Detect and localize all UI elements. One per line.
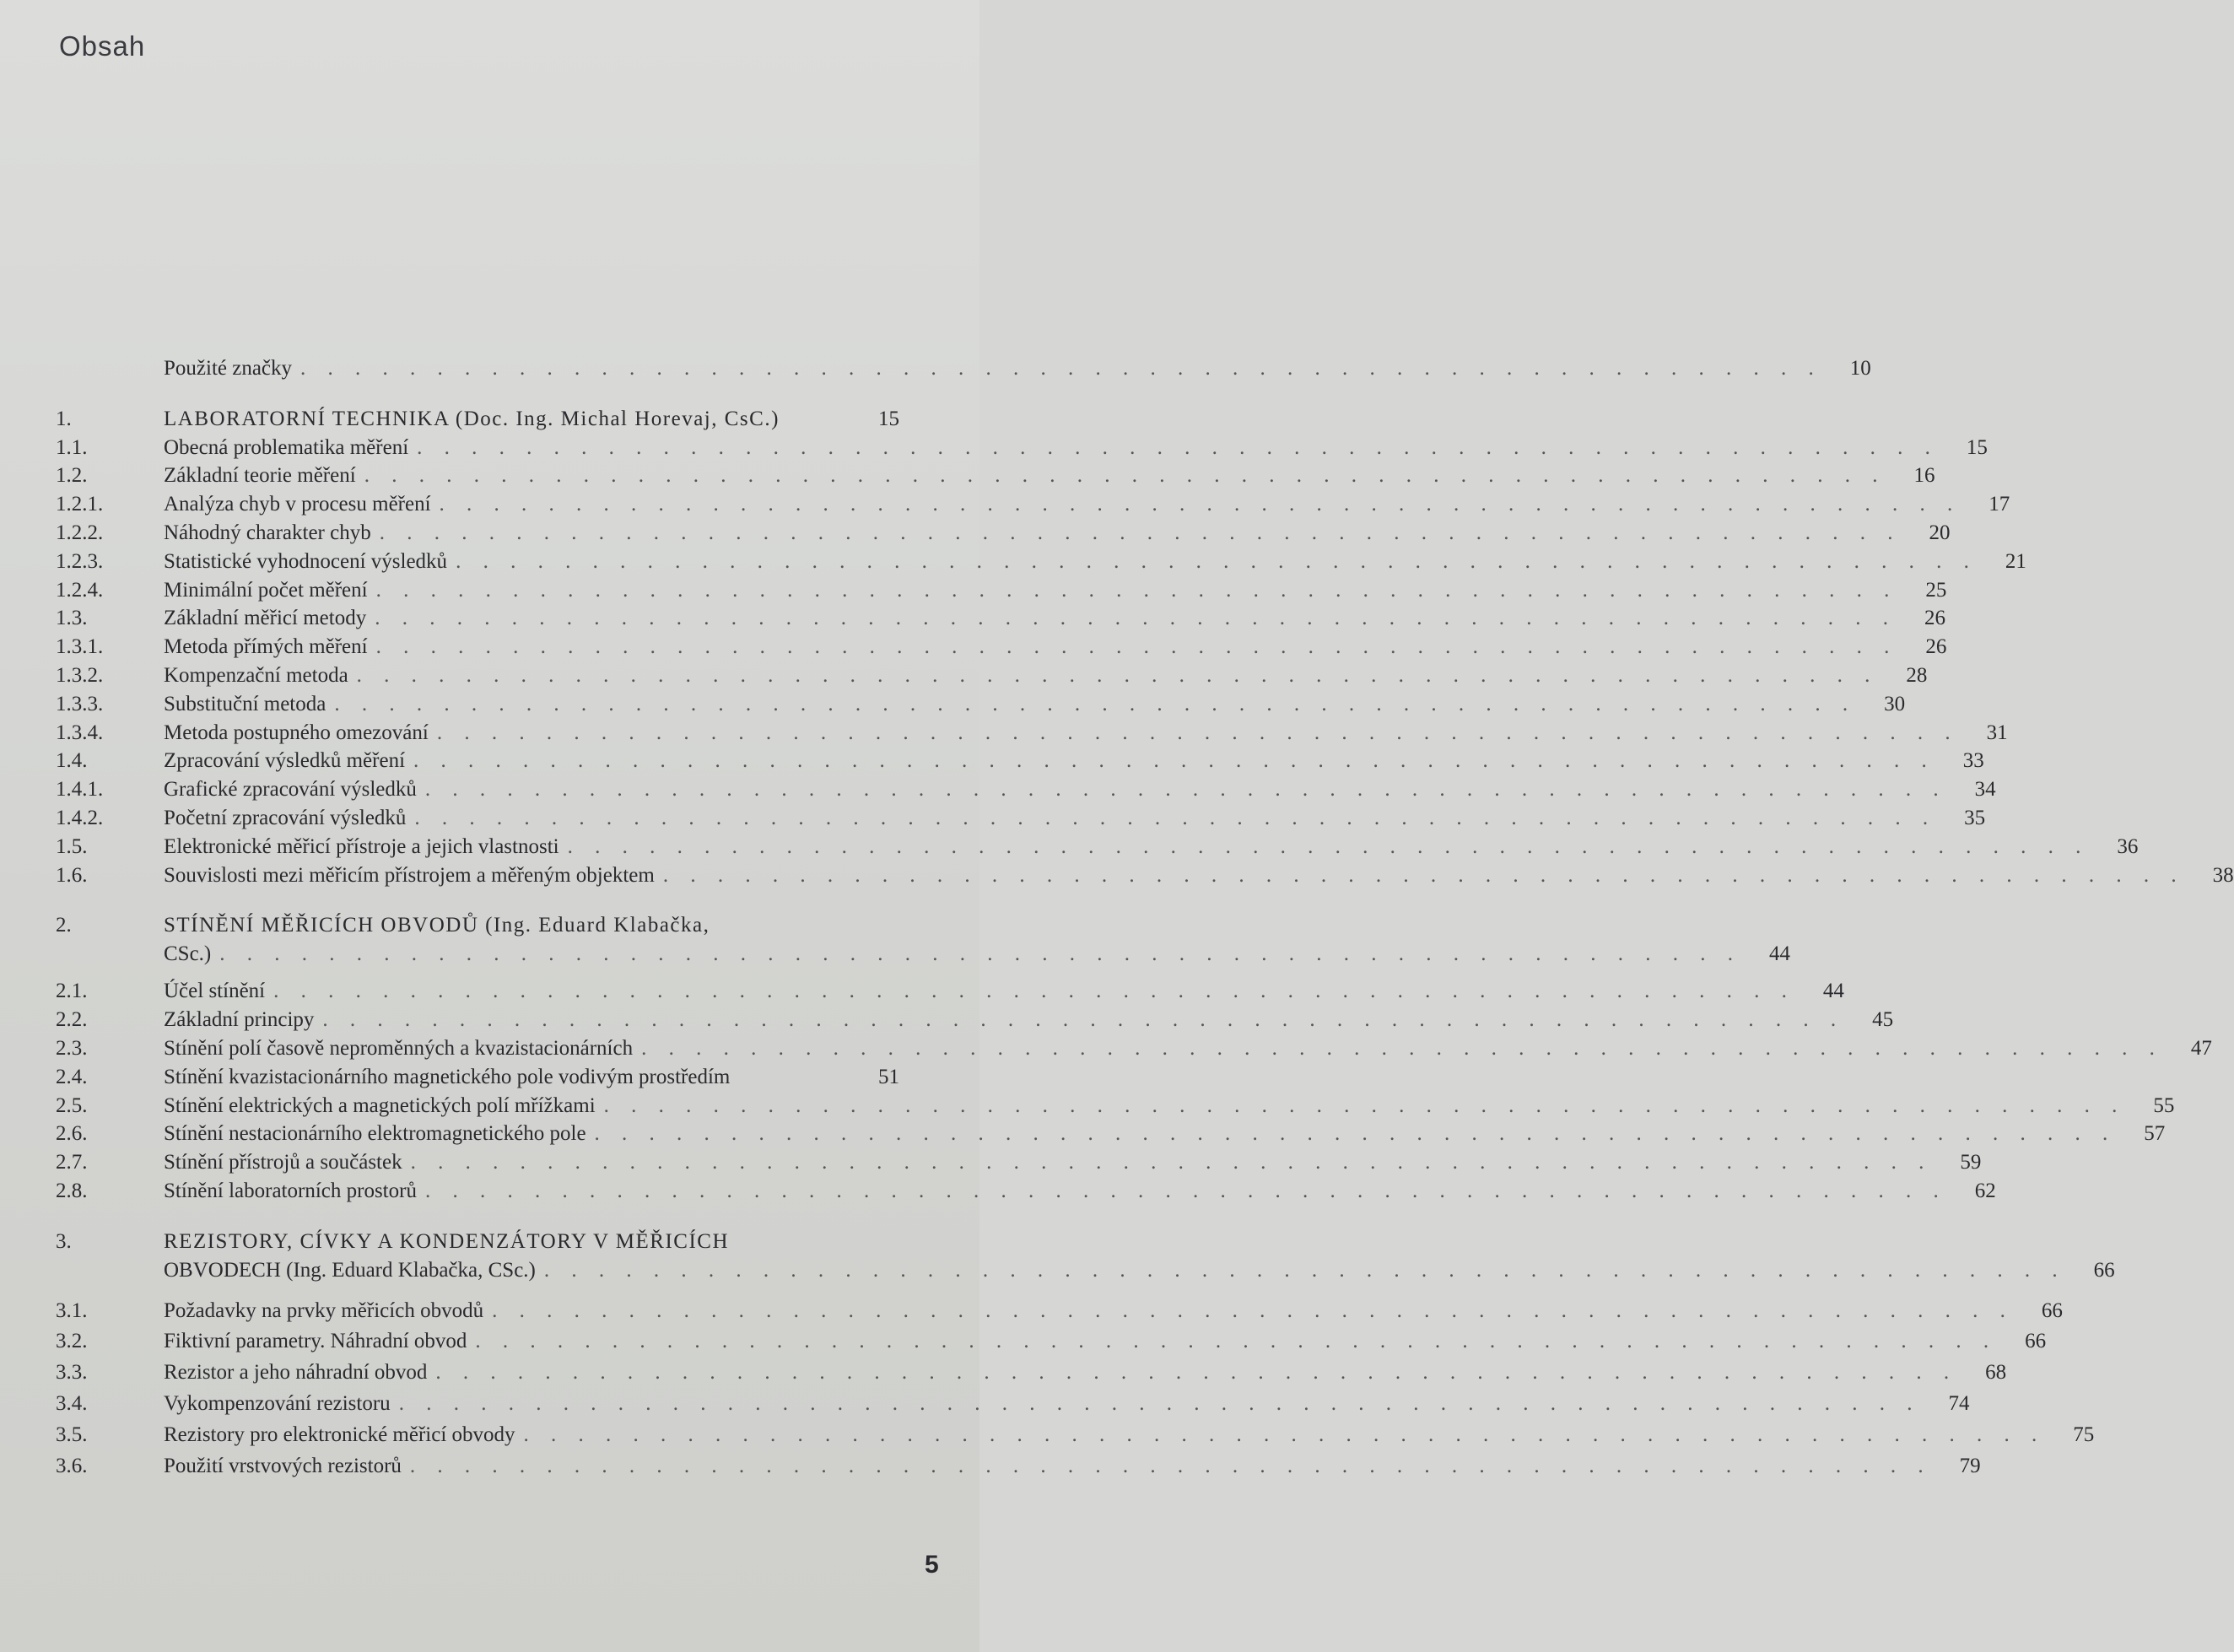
leader-dots bbox=[364, 462, 1886, 490]
entry-page: 66 bbox=[2041, 1298, 2063, 1322]
entry-page: 10 bbox=[1849, 357, 1871, 380]
toc-entry bbox=[56, 462, 1935, 490]
leader-dots bbox=[568, 833, 2090, 861]
entry-number: 3.3. bbox=[56, 1360, 88, 1384]
entry-title: Základní měřicí metody bbox=[164, 607, 367, 630]
leader-dots bbox=[456, 548, 1978, 576]
entry-title: Stínění přístrojů a součástek bbox=[164, 1151, 402, 1174]
entry-title: Statistické vyhodnocení výsledků bbox=[164, 549, 448, 573]
entry-number: 3.2. bbox=[56, 1329, 88, 1352]
entry-title: Fiktivní parametry. Náhradní obvod bbox=[164, 1329, 467, 1352]
toc-entry bbox=[56, 354, 1871, 383]
entry-page: 79 bbox=[1959, 1454, 1981, 1477]
entry-page: 16 bbox=[1913, 464, 1935, 488]
entry-number: 1.4.1. bbox=[56, 778, 104, 802]
entry-number: 2.2. bbox=[56, 1008, 88, 1032]
entry-title: Použití vrstvových rezistorů bbox=[164, 1454, 402, 1477]
toc-entry bbox=[56, 604, 1945, 633]
toc-entry bbox=[56, 977, 1844, 1006]
entry-title: LABORATORNÍ TECHNIKA (Doc. Ing. Michal Horevaj, CsC.) bbox=[164, 407, 780, 430]
entry-title: Substituční metoda bbox=[164, 692, 326, 715]
entry-title: Použité značky bbox=[164, 357, 293, 380]
entry-number: 3.1. bbox=[56, 1298, 88, 1322]
leader-dots bbox=[376, 633, 1898, 661]
entry-page: 26 bbox=[1924, 607, 1945, 630]
toc-chapter bbox=[56, 1228, 2115, 1285]
leader-dots bbox=[376, 576, 1898, 605]
entry-page: 33 bbox=[1962, 749, 1984, 773]
entry-page: 15 bbox=[878, 407, 899, 430]
toc-entry bbox=[56, 1063, 899, 1092]
entry-title: Početní zpracování výsledků bbox=[164, 806, 407, 829]
entry-title: Analýza chyb v procesu měření bbox=[164, 493, 431, 516]
entry-title: Základní teorie měření bbox=[164, 464, 356, 488]
entry-number: 1.2.3. bbox=[56, 549, 104, 573]
leader-dots bbox=[475, 1325, 1997, 1357]
entry-page: 35 bbox=[1964, 806, 1986, 829]
entry-title-line1: REZISTORY, CÍVKY A KONDENZÁTORY V MĚŘICÍCH bbox=[164, 1229, 730, 1253]
toc-entry bbox=[56, 519, 1951, 548]
toc-entry bbox=[56, 861, 2234, 890]
leader-dots bbox=[380, 519, 1902, 548]
toc-chapter bbox=[56, 911, 1790, 969]
entry-title: Minimální počet měření bbox=[164, 578, 368, 602]
entry-number: 3.6. bbox=[56, 1454, 88, 1477]
entry-title: Obecná problematika měření bbox=[164, 435, 409, 459]
leader-dots bbox=[322, 1006, 1844, 1034]
leader-dots bbox=[435, 1357, 1957, 1388]
leader-dots bbox=[411, 1148, 1933, 1177]
entry-number: 1.6. bbox=[56, 863, 88, 887]
entry-title-line2: CSc.) bbox=[164, 942, 212, 966]
entry-title: Elektronické měřicí přístroje a jejich vlastnosti bbox=[164, 834, 559, 858]
toc-entry bbox=[56, 1357, 2007, 1388]
entry-page: 30 bbox=[1884, 692, 1906, 715]
entry-page: 55 bbox=[2153, 1093, 2175, 1117]
entry-number: 1.3.3. bbox=[56, 692, 104, 715]
entry-number: 2.4. bbox=[56, 1065, 88, 1088]
entry-title: Základní principy bbox=[164, 1008, 315, 1032]
entry-number: 1.3.2. bbox=[56, 663, 104, 687]
toc-entry bbox=[56, 1034, 2212, 1063]
entry-number: 1.2.2. bbox=[56, 521, 104, 544]
toc-entry bbox=[56, 690, 1906, 719]
entry-page: 66 bbox=[2093, 1258, 2115, 1282]
table-of-contents bbox=[56, 354, 2234, 1482]
entry-title: Vykompenzování rezistoru bbox=[164, 1391, 391, 1415]
entry-number: 3. bbox=[56, 1229, 72, 1253]
entry-title: Stínění kvazistacionárního magnetického pole vodivým prostředím bbox=[164, 1065, 731, 1088]
toc-entry bbox=[56, 661, 1928, 690]
entry-title-line1: STÍNĚNÍ MĚŘICÍCH OBVODŮ (Ing. Eduard Klabačka, bbox=[164, 914, 710, 937]
leader-dots bbox=[375, 604, 1897, 633]
entry-number: 2.5. bbox=[56, 1093, 88, 1117]
toc-entry bbox=[56, 1388, 1970, 1419]
leader-dots bbox=[414, 804, 1936, 833]
entry-page: 34 bbox=[1974, 778, 1996, 802]
entry-page: 66 bbox=[2025, 1329, 2047, 1352]
entry-number: 1.3. bbox=[56, 607, 88, 630]
leader-dots bbox=[399, 1388, 1921, 1419]
entry-number: 2.7. bbox=[56, 1151, 88, 1174]
toc-entry bbox=[56, 1092, 2175, 1120]
toc-entry bbox=[56, 633, 1947, 661]
entry-title: Účel stínění bbox=[164, 980, 266, 1003]
entry-title: Grafické zpracování výsledků bbox=[164, 778, 417, 802]
entry-number: 1.4. bbox=[56, 749, 88, 773]
entry-title: Souvislosti mezi měřicím přístrojem a měřeným objektem bbox=[164, 863, 655, 887]
entry-page: 44 bbox=[1822, 980, 1844, 1003]
leader-dots bbox=[413, 747, 1935, 775]
leader-dots bbox=[357, 661, 1879, 690]
entry-number: 1. bbox=[56, 407, 72, 430]
leader-dots bbox=[663, 861, 2185, 890]
entry-page: 28 bbox=[1906, 663, 1928, 687]
toc-entry bbox=[56, 548, 2026, 576]
toc-entry bbox=[56, 490, 2010, 519]
entry-page: 21 bbox=[2005, 549, 2026, 573]
entry-number: 1.3.4. bbox=[56, 721, 104, 744]
entry-title: Stínění nestacionárního elektromagnetického pole bbox=[164, 1122, 586, 1146]
entry-number: 3.5. bbox=[56, 1423, 88, 1446]
entry-page: 20 bbox=[1929, 521, 1951, 544]
entry-number: 2.6. bbox=[56, 1122, 88, 1146]
entry-page: 57 bbox=[2144, 1122, 2166, 1146]
toc-entry bbox=[56, 747, 1984, 775]
entry-page: 45 bbox=[1872, 1008, 1894, 1032]
entry-title: Rezistor a jeho náhradní obvod bbox=[164, 1360, 428, 1384]
entry-page: 51 bbox=[878, 1065, 899, 1088]
entry-title: Požadavky na prvky měřicích obvodů bbox=[164, 1298, 484, 1322]
leader-dots bbox=[604, 1092, 2126, 1120]
entry-title: Kompenzační metoda bbox=[164, 663, 348, 687]
leader-dots bbox=[273, 977, 1795, 1006]
entry-number: 1.1. bbox=[56, 435, 88, 459]
toc-entry bbox=[56, 576, 1947, 605]
entry-number: 1.4.2. bbox=[56, 806, 104, 829]
entry-page: 47 bbox=[2190, 1036, 2212, 1060]
toc-entry bbox=[56, 1325, 2047, 1357]
toc-entry bbox=[56, 1006, 1894, 1034]
entry-page: 36 bbox=[2117, 834, 2139, 858]
entry-title: Metoda postupného omezování bbox=[164, 721, 429, 744]
leader-dots bbox=[544, 1256, 2066, 1285]
entry-page: 62 bbox=[1974, 1179, 1996, 1202]
page-heading: Obsah bbox=[59, 30, 146, 62]
entry-page: 38 bbox=[2212, 863, 2234, 887]
leader-dots bbox=[410, 1450, 1932, 1482]
leader-dots bbox=[219, 940, 1741, 969]
leader-dots bbox=[425, 1177, 1947, 1206]
toc-entry bbox=[56, 1148, 1982, 1177]
entry-page: 44 bbox=[1769, 942, 1790, 966]
leader-dots bbox=[300, 354, 1822, 383]
leader-dots bbox=[417, 434, 1939, 462]
entry-page: 31 bbox=[1986, 721, 2008, 744]
leader-dots bbox=[437, 719, 1959, 748]
leader-dots bbox=[492, 1297, 2014, 1325]
toc-entry bbox=[56, 775, 1996, 804]
entry-page: 26 bbox=[1925, 635, 1947, 659]
entry-number: 1.3.1. bbox=[56, 635, 104, 659]
entry-page: 74 bbox=[1948, 1391, 1970, 1415]
entry-title: Rezistory pro elektronické měřicí obvody bbox=[164, 1423, 515, 1446]
entry-number: 2.3. bbox=[56, 1036, 88, 1060]
leader-dots bbox=[641, 1034, 2163, 1063]
entry-page: 25 bbox=[1925, 578, 1947, 602]
entry-page: 68 bbox=[1985, 1360, 2007, 1384]
entry-number: 1.2.4. bbox=[56, 578, 104, 602]
toc-entry bbox=[56, 1120, 2166, 1148]
entry-title: Stínění polí časově neproměnných a kvazistacionárních bbox=[164, 1036, 634, 1060]
toc-entry bbox=[56, 1450, 1981, 1482]
leader-dots bbox=[440, 490, 1961, 519]
leader-dots bbox=[595, 1120, 2117, 1148]
entry-title: Stínění elektrických a magnetických polí mřížkami bbox=[164, 1093, 596, 1117]
entry-number: 2.1. bbox=[56, 980, 88, 1003]
entry-title: Zpracování výsledků měření bbox=[164, 749, 406, 773]
toc-chapter bbox=[56, 405, 899, 434]
toc-entry bbox=[56, 833, 2139, 861]
entry-title-line2: OBVODECH (Ing. Eduard Klabačka, CSc.) bbox=[164, 1258, 536, 1282]
entry-number: 1.5. bbox=[56, 834, 88, 858]
toc-entry bbox=[56, 1297, 2063, 1325]
toc-entry bbox=[56, 1177, 1996, 1206]
toc-entry bbox=[56, 434, 1988, 462]
entry-page: 75 bbox=[2073, 1423, 2095, 1446]
toc-entry bbox=[56, 1419, 2095, 1450]
entry-title: Stínění laboratorních prostorů bbox=[164, 1179, 417, 1202]
entry-number: 2. bbox=[56, 914, 72, 937]
entry-number: 1.2. bbox=[56, 464, 88, 488]
entry-page: 59 bbox=[1960, 1151, 1982, 1174]
leader-dots bbox=[524, 1419, 2046, 1450]
entry-title: Náhodný charakter chyb bbox=[164, 521, 371, 544]
toc-entry bbox=[56, 719, 2008, 748]
leader-dots bbox=[425, 775, 1947, 804]
entry-number: 1.2.1. bbox=[56, 493, 104, 516]
toc-entry bbox=[56, 804, 1986, 833]
entry-page: 17 bbox=[1988, 493, 2010, 516]
entry-number: 2.8. bbox=[56, 1179, 88, 1202]
entry-number: 3.4. bbox=[56, 1391, 88, 1415]
entry-page: 15 bbox=[1966, 435, 1988, 459]
page-number: 5 bbox=[925, 1551, 939, 1579]
leader-dots bbox=[334, 690, 1856, 719]
entry-title: Metoda přímých měření bbox=[164, 635, 368, 659]
